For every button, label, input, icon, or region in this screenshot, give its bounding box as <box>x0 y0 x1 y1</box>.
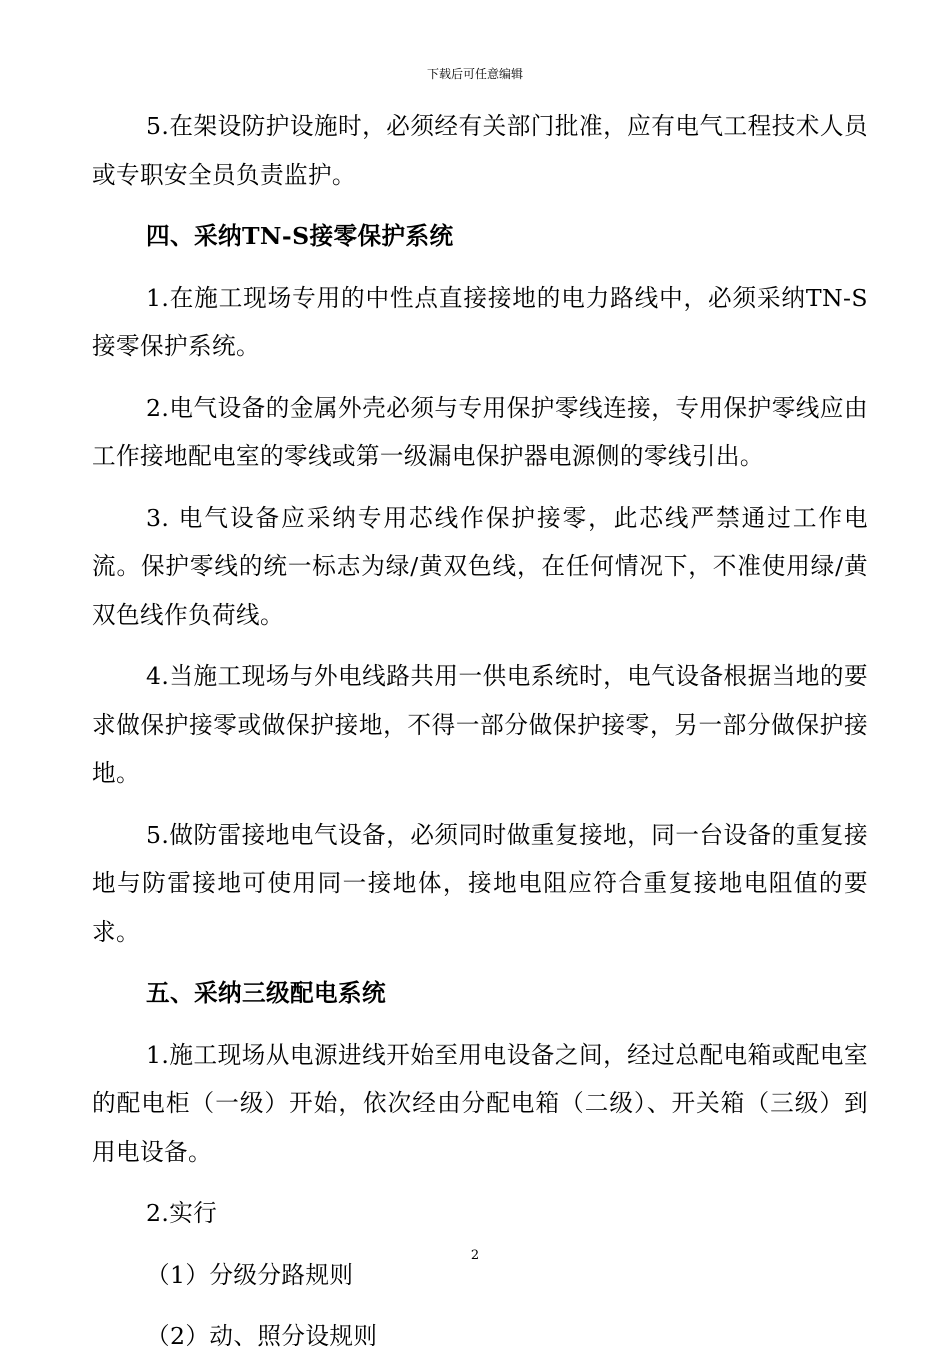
page-number: 2 <box>470 1248 480 1263</box>
document-body <box>92 102 868 1361</box>
section-heading-4: 四、采纳TN-S接零保护系统 <box>146 222 454 250</box>
paragraph-5-2: 2.实行 <box>146 1199 218 1227</box>
paragraph-5-protection-supervision: 5.在架设防护设施时，必须经有关部门批准，应有电气工程技术人员或专职安全员负责监护。 <box>92 112 868 189</box>
section-heading-5: 五、采纳三级配电系统 <box>146 979 386 1007</box>
page-header: 下载后可任意编辑 <box>426 67 523 81</box>
paragraph-4-4: 4.当施工现场与外电线路共用一供电系统时，电气设备根据当地的要求做保护接零或做保护接地，不得一部分做保护接零，另一部分做保护接地。 <box>92 662 868 787</box>
paragraph-4-1: 1.在施工现场专用的中性点直接接地的电力路线中，必须采纳TN-S接零保护系统。 <box>92 283 868 360</box>
paragraph-4-2: 2.电气设备的金属外壳必须与专用保护零线连接，专用保护零线应由工作接地配电室的零线或第一级漏电保护器电源侧的零线引出。 <box>92 393 868 470</box>
paragraph-5-1: 1.施工现场从电源进线开始至用电设备之间，经过总配电箱或配电室的配电柜（一级）开始，依次经由分配电箱（二级）、开关箱（三级）到用电设备。 <box>92 1040 868 1166</box>
paragraph-4-5: 5.做防雷接地电气设备，必须同时做重复接地，同一台设备的重复接地与防雷接地可使用同一接地体，接地电阻应符合重复接地电阻值的要求。 <box>92 820 868 946</box>
list-item-5-2-2: （2）动、照分设规则 <box>146 1322 378 1350</box>
paragraph-4-3: 3. 电气设备应采纳专用芯线作保护接零，此芯线严禁通过工作电流。保护零线的统一标志为绿/黄双色线，在任何情况下，不准使用绿/黄双色线作负荷线。 <box>92 503 868 629</box>
list-item-5-2-1: （1）分级分路规则 <box>146 1260 354 1289</box>
